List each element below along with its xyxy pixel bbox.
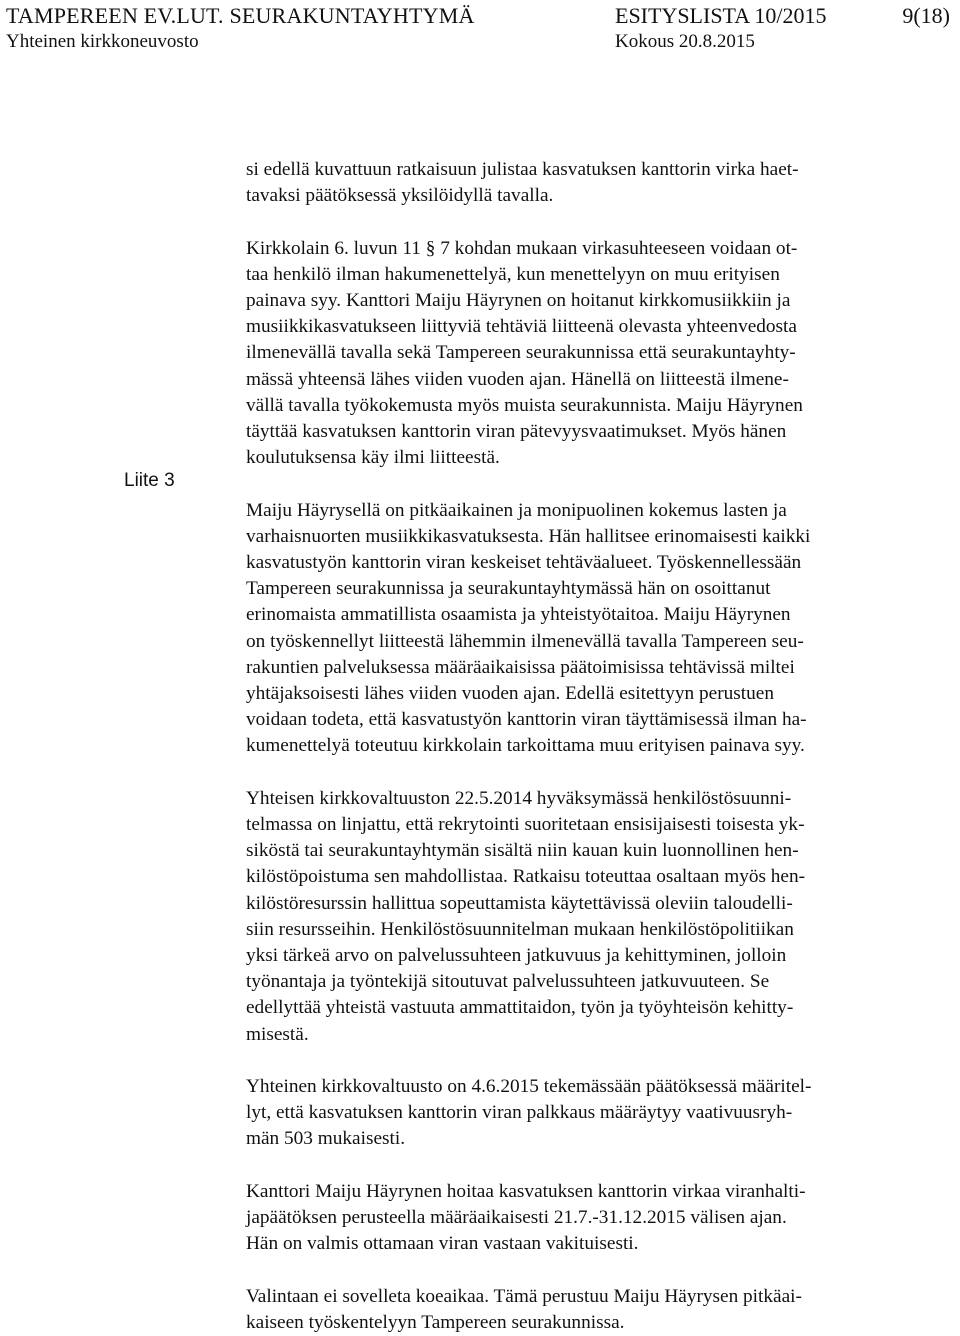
text-line: siin resursseihin. Henkilöstösuunnitelman mukaan henkilöstöpolitiikan <box>246 918 794 940</box>
text-line: tavaksi päätöksessä yksilöidyllä tavalla. <box>246 185 554 207</box>
text-line: kilöstöresurssin hallittua sopeuttamista käytettävissä oleviin taloudelli- <box>246 892 793 914</box>
header-row-top <box>6 3 956 29</box>
text-line: Kanttori Maiju Häyrynen hoitaa kasvatuksen kanttorin virkaa viranhalti- <box>246 1180 806 1202</box>
text-line: ilmenevällä tavalla sekä Tampereen seurakunnissa että seurakuntayhty- <box>246 342 796 364</box>
text-line: Hän on valmis ottamaan viran vastaan vakituisesti. <box>246 1233 639 1255</box>
paragraph <box>246 236 906 472</box>
text-line: täyttää kasvatuksen kanttorin viran pätevyysvaatimukset. Myös hänen <box>246 421 787 443</box>
header-row-bottom <box>6 31 956 57</box>
text-line: Kirkkolain 6. luvun 11 § 7 kohdan mukaan virkasuhteeseen voidaan ot- <box>246 237 798 259</box>
text-line: telmassa on linjattu, että rekrytointi suoritetaan ensisijaisesti toisesta yk- <box>246 814 805 836</box>
text-line: vällä tavalla työkokemusta myös muista seurakunnista. Maiju Häyrynen <box>246 394 803 416</box>
attachment-label: Liite 3 <box>124 470 175 491</box>
text-line: Tampereen seurakunnissa ja seurakuntayhtymässä hän on osoittanut <box>246 578 771 600</box>
text-line: työnantaja ja työntekijä sitoutuvat palvelussuhteen jatkuvuuteen. Se <box>246 971 770 993</box>
text-line: Yhteisen kirkkovaltuuston 22.5.2014 hyväksymässä henkilöstösuunni- <box>246 787 792 809</box>
board-name: Yhteinen kirkkoneuvosto <box>6 31 199 52</box>
text-line: voidaan todeta, että kasvatustyön kanttorin viran täyttämisessä ilman ha- <box>246 709 807 731</box>
text-line: kumenettelyä toteutuu kirkkolain tarkoittama muu erityisen painava syy. <box>246 735 805 757</box>
paragraph <box>246 1074 906 1153</box>
paragraph <box>246 498 906 760</box>
text-line: kasvatustyön kanttorin viran keskeiset tehtäväalueet. Työskennellessään <box>246 552 802 574</box>
text-line: Valintaan ei sovelleta koeaikaa. Tämä perustuu Maiju Häyrysen pitkäai- <box>246 1285 802 1307</box>
text-line: japäätöksen perusteella määräaikaisesti 21.7.-31.12.2015 välisen ajan. <box>246 1207 787 1229</box>
text-line: Yhteinen kirkkovaltuusto on 4.6.2015 tekemässään päätöksessä määritel- <box>246 1076 812 1098</box>
text-line: Maiju Häyrysellä on pitkäaikainen ja monipuolinen kokemus lasten ja <box>246 499 787 521</box>
body-text <box>246 157 906 1336</box>
text-line: yksi tärkeä arvo on palvelussuhteen jatkuvuus ja kehittyminen, jolloin <box>246 945 787 967</box>
text-line: rakuntien palveluksessa määräaikaisissa päätoimisissa tehtävissä miltei <box>246 656 795 678</box>
paragraph <box>246 1179 906 1258</box>
text-line: koulutuksensa käy ilmi liitteestä. <box>246 447 500 469</box>
text-line: musiikkikasvatukseen liittyviä tehtäviä liitteenä olevasta yhteenvedosta <box>246 316 797 338</box>
text-line: erinomaista ammatillista osaamista ja yhteistyötaitoa. Maiju Häyrynen <box>246 604 791 626</box>
text-line: män 503 mukaisesti. <box>246 1128 406 1150</box>
paragraph <box>246 786 906 1048</box>
text-line: kilöstöpoistuma sen mahdollistaa. Ratkaisu toteuttaa osaltaan myös hen- <box>246 866 806 888</box>
paragraph <box>246 1284 906 1336</box>
paragraph <box>246 157 906 209</box>
agenda-number: ESITYSLISTA 10/2015 <box>615 3 827 28</box>
meeting-date: Kokous 20.8.2015 <box>615 31 755 52</box>
text-line: siköstä tai seurakuntayhtymän sisältä niin kauan kuin luonnollinen hen- <box>246 840 799 862</box>
text-line: on työskennellyt liitteestä lähemmin ilmenevällä tavalla Tampereen seu- <box>246 630 804 652</box>
text-line: lyt, että kasvatuksen kanttorin viran palkkaus määräytyy vaativuusryh- <box>246 1102 793 1124</box>
text-line: taa henkilö ilman hakumenettelyä, kun menettelyyn on muu erityisen <box>246 263 780 285</box>
page-header <box>6 3 956 59</box>
text-line: kaiseen työskentelyyn Tampereen seurakunnissa. <box>246 1311 625 1333</box>
text-line: painava syy. Kanttori Maiju Häyrynen on hoitanut kirkkomusiikkiin ja <box>246 290 791 311</box>
text-line: yhtäjaksoisesti lähes viiden vuoden ajan. Edellä esitettyyn perustuen <box>246 683 774 705</box>
text-line: misestä. <box>246 1023 309 1045</box>
text-line: mässä yhteensä lähes viiden vuoden ajan. Hänellä on liitteestä ilmene- <box>246 368 789 390</box>
organization-name: TAMPEREEN EV.LUT. SEURAKUNTAYHTYMÄ <box>6 3 475 28</box>
text-line: edellyttää yhteistä vastuuta ammattitaidon, työn ja työyhteisön kehitty- <box>246 997 794 1019</box>
text-line: si edellä kuvattuun ratkaisuun julistaa kasvatuksen kanttorin virka haet- <box>246 159 799 180</box>
page-number: 9(18) <box>902 3 950 28</box>
text-line: varhaisnuorten musiikkikasvatuksesta. Hän hallitsee erinomaisesti kaikki <box>246 525 811 547</box>
